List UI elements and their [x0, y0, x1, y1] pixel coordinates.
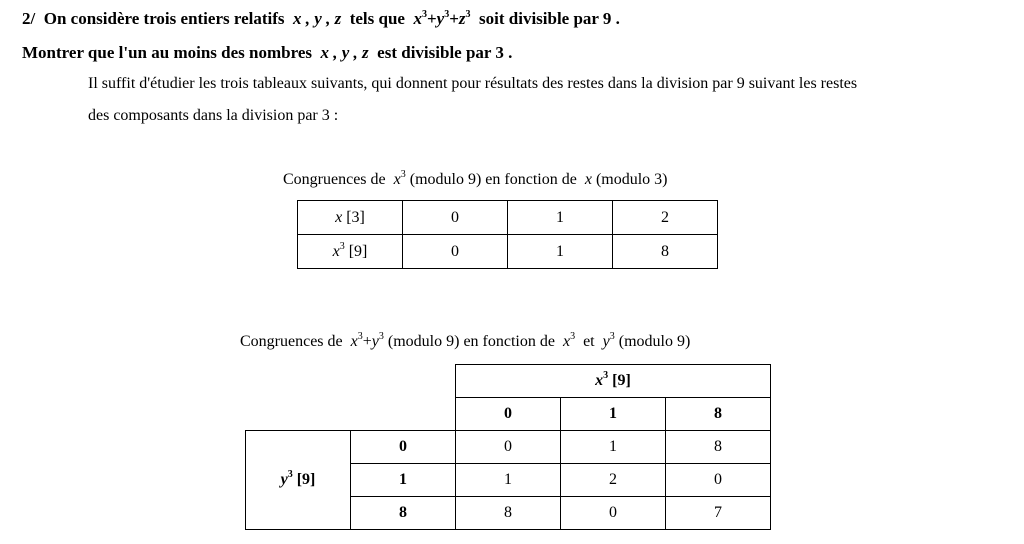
table-cell: 8	[666, 431, 771, 464]
statement: Montrer que l'un au moins des nombres x , y , z est divisible par 3 .	[22, 43, 513, 62]
table-cell: 8	[613, 235, 718, 269]
paragraph-line-2: des composants dans la division par 3 :	[88, 107, 339, 124]
table-row	[246, 365, 771, 398]
table2-caption: Congruences de $x^3+y^3$ (modulo 9) en fonction de $x^3$ et $y^3$ (modulo 9)	[240, 331, 691, 350]
table-cell: 1	[561, 431, 666, 464]
table-cell: 8	[456, 497, 561, 530]
table-cell: 0	[456, 431, 561, 464]
column-value: 0	[456, 398, 561, 431]
row-header: $y^3$ [9]	[246, 431, 351, 530]
table-row	[246, 431, 771, 464]
table-cell: 1	[508, 235, 613, 269]
table1-caption: Congruences de $x^3$ (modulo 9) en fonction de x (modulo 3)	[283, 169, 668, 188]
row-header: x [3]	[298, 201, 403, 235]
row-value: 0	[351, 431, 456, 464]
column-value: 8	[666, 398, 771, 431]
paragraph-line-1: Il suffit d'étudier les trois tableaux suivants, qui donnent pour résultats des restes dans la division par 9 suivant les restes	[88, 75, 858, 92]
table-cell: 1	[456, 464, 561, 497]
question-heading: 2/ On considère trois entiers relatifs x , y , z tels que $x^3+y^3+z^3$ soit divisible par 9 .	[22, 9, 620, 28]
table-row	[298, 201, 718, 235]
table-cell: 0	[403, 235, 508, 269]
column-header: $x^3$ [9]	[456, 365, 771, 398]
row-header: $x^3$ [9]	[298, 235, 403, 269]
table-cell: 0	[403, 201, 508, 235]
table-row	[246, 398, 771, 431]
column-value: 1	[561, 398, 666, 431]
table-cell: 2	[613, 201, 718, 235]
table-cell: 1	[508, 201, 613, 235]
table-row	[298, 235, 718, 269]
table2	[245, 364, 771, 530]
table-cell: 0	[561, 497, 666, 530]
table-cell: 2	[561, 464, 666, 497]
table-cell: 0	[666, 464, 771, 497]
row-value: 8	[351, 497, 456, 530]
row-value: 1	[351, 464, 456, 497]
question-number: 2/	[22, 9, 36, 28]
table1	[297, 200, 718, 269]
table-cell: 7	[666, 497, 771, 530]
